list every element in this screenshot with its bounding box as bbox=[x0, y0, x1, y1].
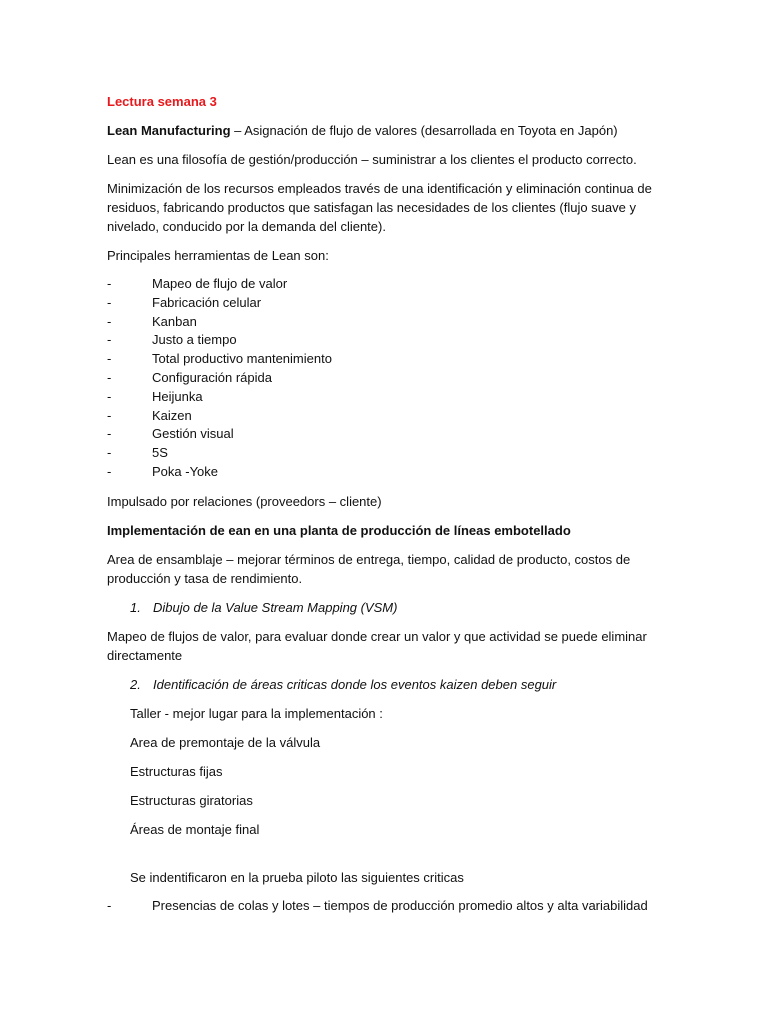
step-2 bbox=[107, 675, 667, 694]
bullet-marker: - bbox=[107, 332, 112, 348]
pilot-findings-heading: Se indentificaron en la prueba piloto las siguientes criticas bbox=[130, 869, 464, 885]
step-1 bbox=[107, 598, 667, 617]
tools-list bbox=[107, 275, 667, 482]
list-item-text: Poka -Yoke bbox=[152, 463, 219, 479]
lean-definition-line bbox=[107, 121, 667, 140]
tools-heading: Principales herramientas de Lean son: bbox=[107, 248, 329, 263]
list-item-text: Kaizen bbox=[152, 407, 192, 423]
bullet-marker: - bbox=[107, 369, 112, 385]
list-item bbox=[107, 463, 667, 482]
area-item: Áreas de montaje final bbox=[130, 821, 260, 837]
list-item bbox=[107, 897, 667, 916]
area-item: Estructuras giratorias bbox=[130, 792, 253, 808]
area-item: Area de premontaje de la válvula bbox=[130, 734, 321, 750]
findings-list bbox=[107, 897, 667, 916]
step-text: Identificación de áreas criticas donde los eventos kaizen deben seguir bbox=[153, 676, 557, 692]
list-item bbox=[107, 369, 667, 388]
step-number: 2. bbox=[130, 676, 141, 692]
workshop-section bbox=[130, 704, 667, 887]
workshop-heading: Taller - mejor lugar para la implementación : bbox=[130, 705, 383, 721]
list-item-text: Configuración rápida bbox=[152, 369, 272, 385]
list-item bbox=[107, 275, 667, 294]
list-item-text: Fabricación celular bbox=[152, 294, 262, 310]
list-item bbox=[107, 313, 667, 332]
spacer bbox=[130, 849, 667, 868]
bullet-marker: - bbox=[107, 426, 112, 442]
list-item bbox=[107, 407, 667, 426]
lean-philosophy-line: Lean es una filosofía de gestión/producción – suministrar a los clientes el producto correcto. bbox=[107, 152, 637, 167]
bullet-marker: - bbox=[107, 407, 112, 423]
bullet-marker: - bbox=[107, 351, 112, 367]
bullet-marker: - bbox=[107, 388, 112, 404]
area-item: Estructuras fijas bbox=[130, 763, 223, 779]
lean-manufacturing-description: – Asignación de flujo de valores (desarrollada en Toyota en Japón) bbox=[230, 123, 618, 138]
assembly-area-paragraph: Area de ensamblaje – mejorar términos de entrega, tiempo, calidad de producto, costos de producción y tasa de rendimiento. bbox=[107, 551, 631, 586]
bullet-marker: - bbox=[107, 897, 112, 913]
driven-by-relations-line: Impulsado por relaciones (proveedors – cliente) bbox=[107, 493, 382, 509]
implementation-heading: Implementación de ean en una planta de producción de líneas embotellado bbox=[107, 522, 571, 538]
step-number: 1. bbox=[130, 599, 141, 615]
step-text: Dibujo de la Value Stream Mapping (VSM) bbox=[153, 599, 398, 615]
bullet-marker: - bbox=[107, 463, 112, 479]
list-item bbox=[107, 425, 667, 444]
list-item bbox=[107, 444, 667, 463]
list-item-text: Presencias de colas y lotes – tiempos de producción promedio altos y alta variabilidad bbox=[152, 897, 648, 913]
list-item bbox=[107, 331, 667, 350]
document-title: Lectura semana 3 bbox=[107, 94, 217, 109]
bullet-marker: - bbox=[107, 445, 112, 461]
list-item-text: Heijunka bbox=[152, 388, 203, 404]
document-page bbox=[107, 92, 667, 926]
list-item-text: Gestión visual bbox=[152, 426, 234, 442]
list-item bbox=[107, 294, 667, 313]
list-item-text: Mapeo de flujo de valor bbox=[152, 276, 288, 291]
list-item-text: 5S bbox=[152, 445, 168, 461]
list-item-text: Total productivo mantenimiento bbox=[152, 351, 332, 367]
list-item bbox=[107, 350, 667, 369]
list-item bbox=[107, 388, 667, 407]
bullet-marker: - bbox=[107, 294, 112, 310]
lean-manufacturing-term: Lean Manufacturing bbox=[107, 123, 231, 138]
minimization-paragraph: Minimización de los recursos empleados través de una identificación y eliminación continua de residuos, fabricando productos que satisfagan las necesidades de los clientes (flujo suave y nivelado, conducido por la demanda del cliente). bbox=[107, 181, 652, 234]
bullet-marker: - bbox=[107, 313, 112, 329]
list-item-text: Justo a tiempo bbox=[152, 332, 237, 348]
list-item-text: Kanban bbox=[152, 313, 197, 329]
bullet-marker: - bbox=[107, 276, 112, 291]
value-stream-mapping-paragraph: Mapeo de flujos de valor, para evaluar donde crear un valor y que actividad se puede eliminar directamente bbox=[107, 628, 647, 663]
